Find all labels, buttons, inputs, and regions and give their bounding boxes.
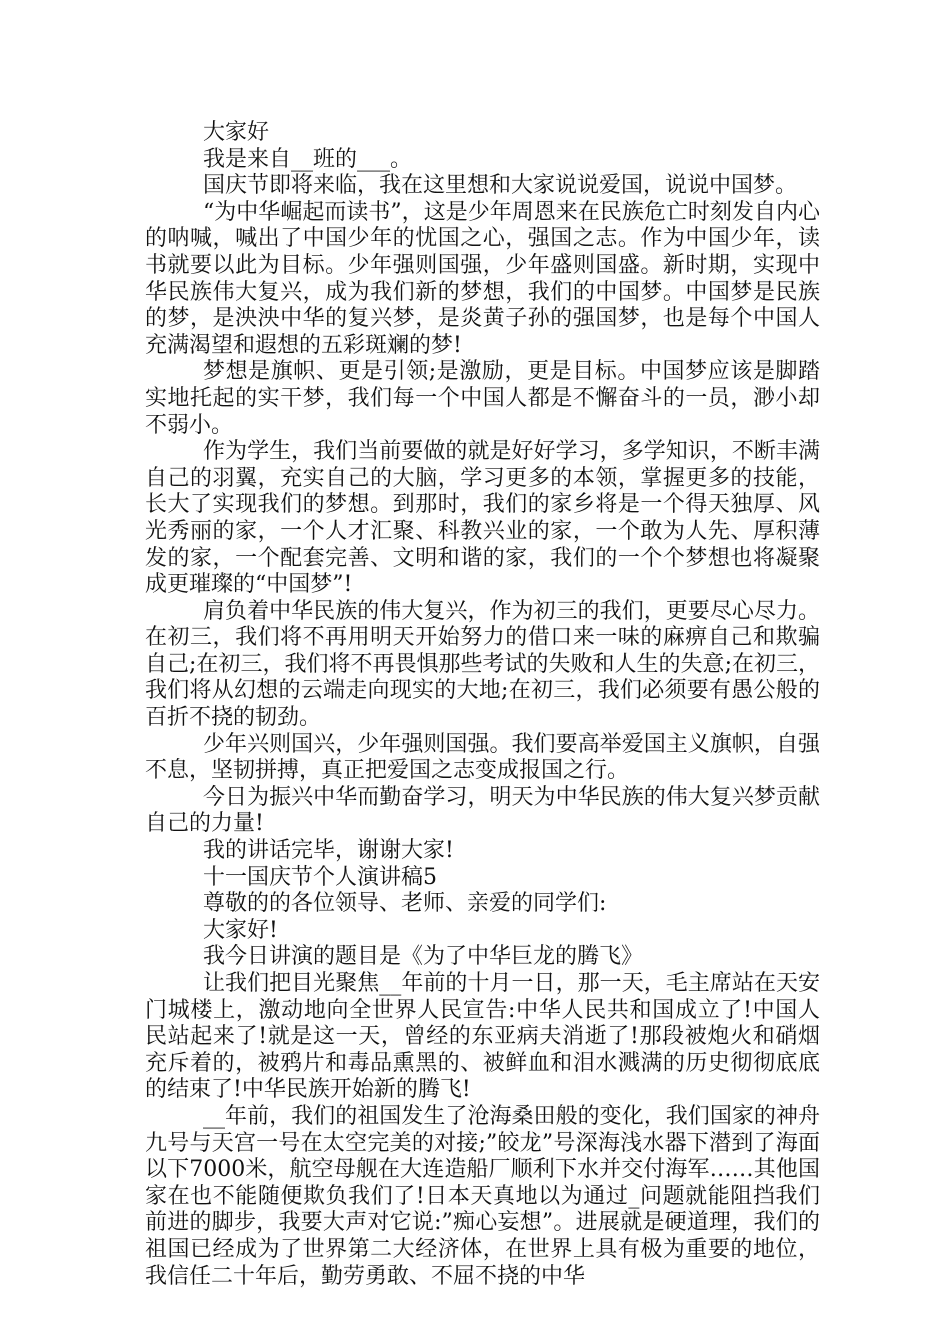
body-paragraph: “为中华崛起而读书”，这是少年周恩来在民族危亡时刻发自内心的呐喊，喊出了中国少年的忧国之心，强国之志。作为中国少年，读书就要以此为目标。少年强则国强，少年盛则国盛。新时期，实现中华民族伟大复兴，成为我们新的梦想，我们的中国梦。中国梦是民族的梦，是泱泱中华的复兴梦，是炎黄子孙的强国梦，也是每个中国人充满渴望和遐想的五彩斑斓的梦! [145, 199, 820, 358]
closing-paragraph: 我的讲话完毕，谢谢大家! [203, 838, 454, 864]
body-paragraph: 肩负着中华民族的伟大复兴，作为初三的我们，更要尽心尽力。在初三，我们将不再用明天开始努力的借口来一味的麻痹自己和欺骗自己;在初三，我们将不再畏惧那些考试的失败和人生的失意;在初三，我们将从幻想的云端走向现实的大地;在初三，我们必须要有愚公般的百折不挠的韧劲。 [145, 598, 820, 731]
speech-title-paragraph: 我今日讲演的题目是《为了中华巨龙的腾飞》 [203, 944, 644, 970]
self-intro-paragraph: 我是来自__班的___。 [203, 146, 413, 172]
greeting-paragraph: 大家好! [203, 917, 278, 943]
body-paragraph: 让我们把目光聚焦__年前的十月一日，那一天，毛主席站在天安门城楼上，激动地向全世界人民宣告:中华人民共和国成立了!中国人民站起来了!就是这一天，曾经的东亚病夫消逝了!那段被炮火和硝烟充斥着的，被鸦片和毒品熏黑的、被鲜血和泪水溅满的历史彻彻底底的结束了!中华民族开始新的腾飞! [145, 971, 820, 1103]
section-title: 十一国庆节个人演讲稿5 [203, 864, 437, 890]
greeting-paragraph: 大家好 [203, 120, 270, 145]
salutation-paragraph: 尊敬的的各位领导、老师、亲爱的同学们: [203, 891, 607, 917]
body-paragraph: __年前，我们的祖国发生了沧海桑田般的变化，我们国家的神舟九号与天宫一号在太空完美的对接;”皎龙”号深海浅水器下潜到了海面以下7000米，航空母舰在大连造船厂顺利下水并交付海军……其他国家在也不能随便欺负我们了!日本天真地以为通过_问题就能阻挡我们前进的脚步，我要大声对它说:”痴心妄想”。进展就是硬道理，我们的祖国已经成为了世界第二大经济体，在世界上具有极为重要的地位，我信任二十年后，勤劳勇敢、不屈不挠的中华 [145, 1103, 820, 1289]
body-paragraph: 作为学生，我们当前要做的就是好好学习，多学知识，不断丰满自己的羽翼，充实自己的大脑，学习更多的本领，掌握更多的技能，长大了实现我们的梦想。到那时，我们的家乡将是一个得天独厚、风光秀丽的家，一个人才汇聚、科教兴业的家，一个敢为人先、厚积薄发的家，一个配套完善、文明和谐的家，我们的一个个梦想也将凝聚成更璀璨的“中国梦”! [145, 439, 820, 598]
document-body [145, 120, 820, 1290]
body-paragraph: 梦想是旗帜、更是引领;是激励，更是目标。中国梦应该是脚踏实地托起的实干梦，我们每一个中国人都是不懈奋斗的一员，渺小却不弱小。 [145, 359, 820, 438]
body-paragraph: 今日为振兴中华而勤奋学习，明天为中华民族的伟大复兴梦贡献自己的力量! [145, 784, 820, 837]
topic-intro-paragraph: 国庆节即将来临，我在这里想和大家说说爱国，说说中国梦。 [203, 173, 798, 199]
body-paragraph: 少年兴则国兴，少年强则国强。我们要高举爱国主义旗帜，自强不息，坚韧拼搏，真正把爱国之志变成报国之行。 [145, 731, 820, 784]
